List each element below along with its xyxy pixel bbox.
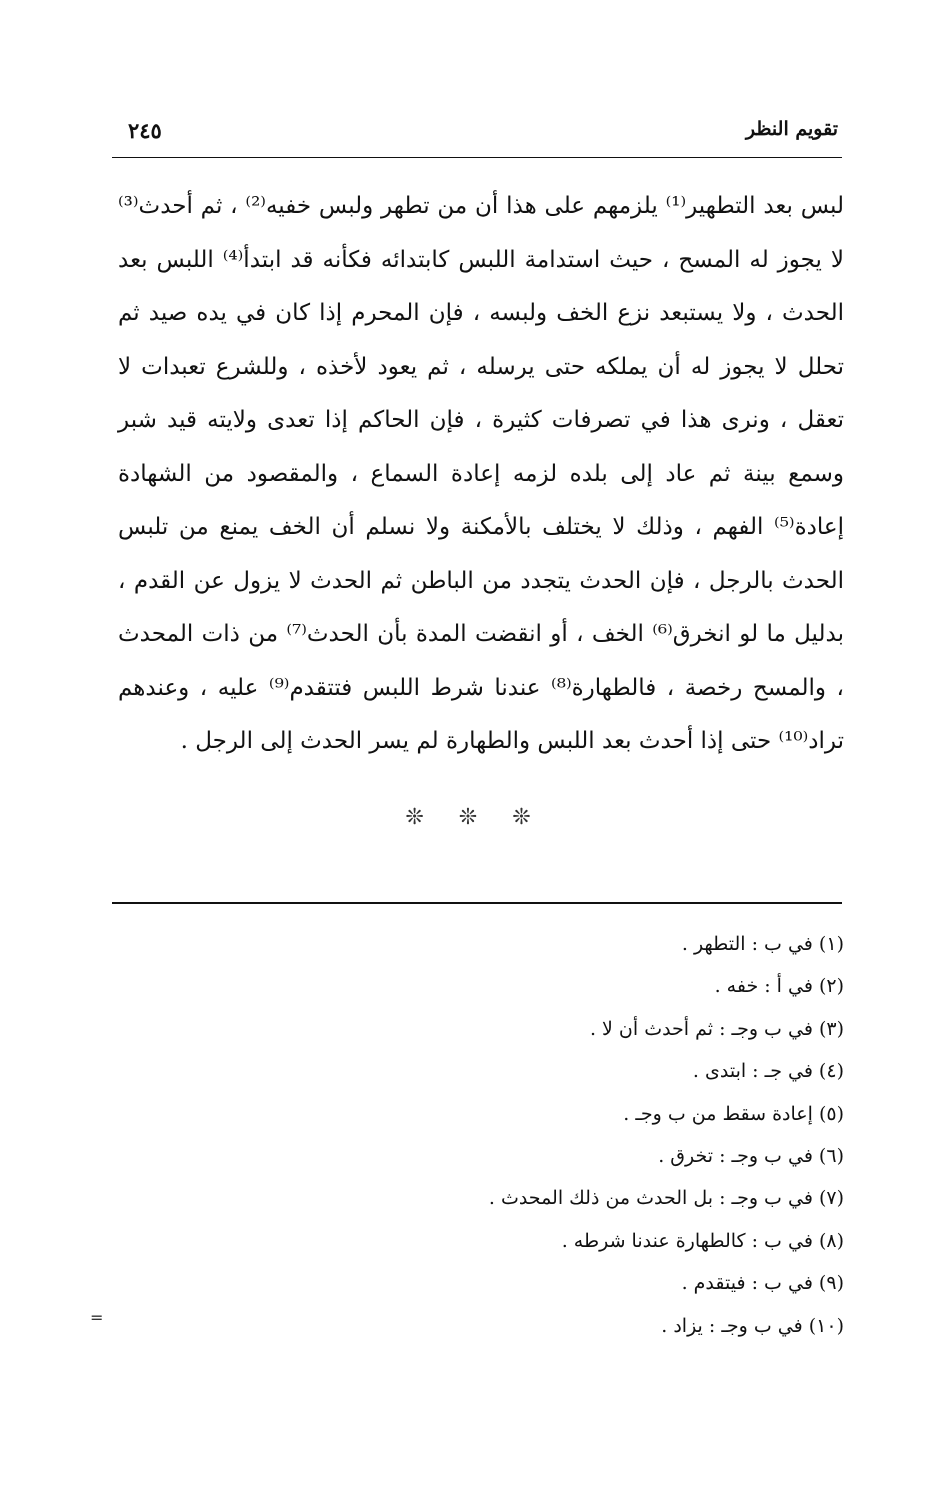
footnote-item: (١٠) في ب وجـ : يزاد . [661,1314,844,1337]
body-paragraph: لبس بعد التطهير⁽¹⁾ يلزمهم على هذا أن من تطهر ولبس خفيه⁽²⁾ ، ثم أحدث⁽³⁾ لا يجوز له المسح ، حيث استدامة اللبس كابتدائه فكأنه قد ابتدأ⁽⁴⁾ اللبس بعد الحدث ، ولا يستبعد نزع الخف ولبسه ، فإن المحرم إذا كان في يده صيد ثم تحلل لا يجوز له أن يملكه حتى يرسله ، ثم يعود لأخذه ، وللشرع تعبدات لا تعقل ، ونرى هذا في تصرفات كثيرة ، فإن الحاكم إذا تعدى ولايته قيد شبر وسمع بينة ثم عاد إلى بلده لزمه إعادة السماع ، والمقصود من الشهادة إعادة⁽⁵⁾ الفهم ، وذلك لا يختلف بالأمكنة ولا نسلم أن الخف يمنع من تلبس الحدث بالرجل ، فإن الحدث يتجدد من الباطن ثم الحدث لا يزول عن القدم ، بدليل ما لو انخرق⁽⁶⁾ الخف ، أو انقضت المدة بأن الحدث⁽⁷⁾ من ذات المحدث ، والمسح رخصة ، فالطهارة⁽⁸⁾ عندنا شرط اللبس فتتقدم⁽⁹⁾ عليه ، وعندهم تراد⁽¹⁰⁾ حتى إذا أحدث بعد اللبس والطهارة لم يسر الحدث إلى الرجل . [118,193,844,754]
footnote-item: (٣) في ب وجـ : ثم أحدث أن لا . [589,1017,844,1040]
page-number: ٢٤٥ [128,118,162,143]
running-title: تقويم النظر [745,118,838,140]
running-header [128,118,838,154]
margin-mark: = [90,1308,104,1327]
footnote-item: (٧) في ب وجـ : بل الحدث من ذلك المحدث . [488,1187,844,1210]
main-text [118,180,844,769]
footnote-rule [112,902,842,904]
footnote-item: (٦) في ب وجـ : تخرق . [658,1145,844,1168]
footnote-item: (٨) في ب : كالطهارة عندنا شرطه . [561,1229,844,1252]
header-rule [112,157,842,158]
footnote-item: (٩) في ب : فيتقدم . [681,1272,844,1295]
footnote-item: (٥) إعادة سقط من ب وجـ . [623,1102,844,1125]
footnote-item: (٢) في أ : خفه . [714,975,844,998]
footnote-item: (٤) في جـ : ابتدى . [692,1060,844,1083]
section-separator: ❊ ❊ ❊ [405,805,545,830]
footnote-item: (١) في ب : التطهر . [681,933,844,955]
footnotes-list [160,923,844,1347]
